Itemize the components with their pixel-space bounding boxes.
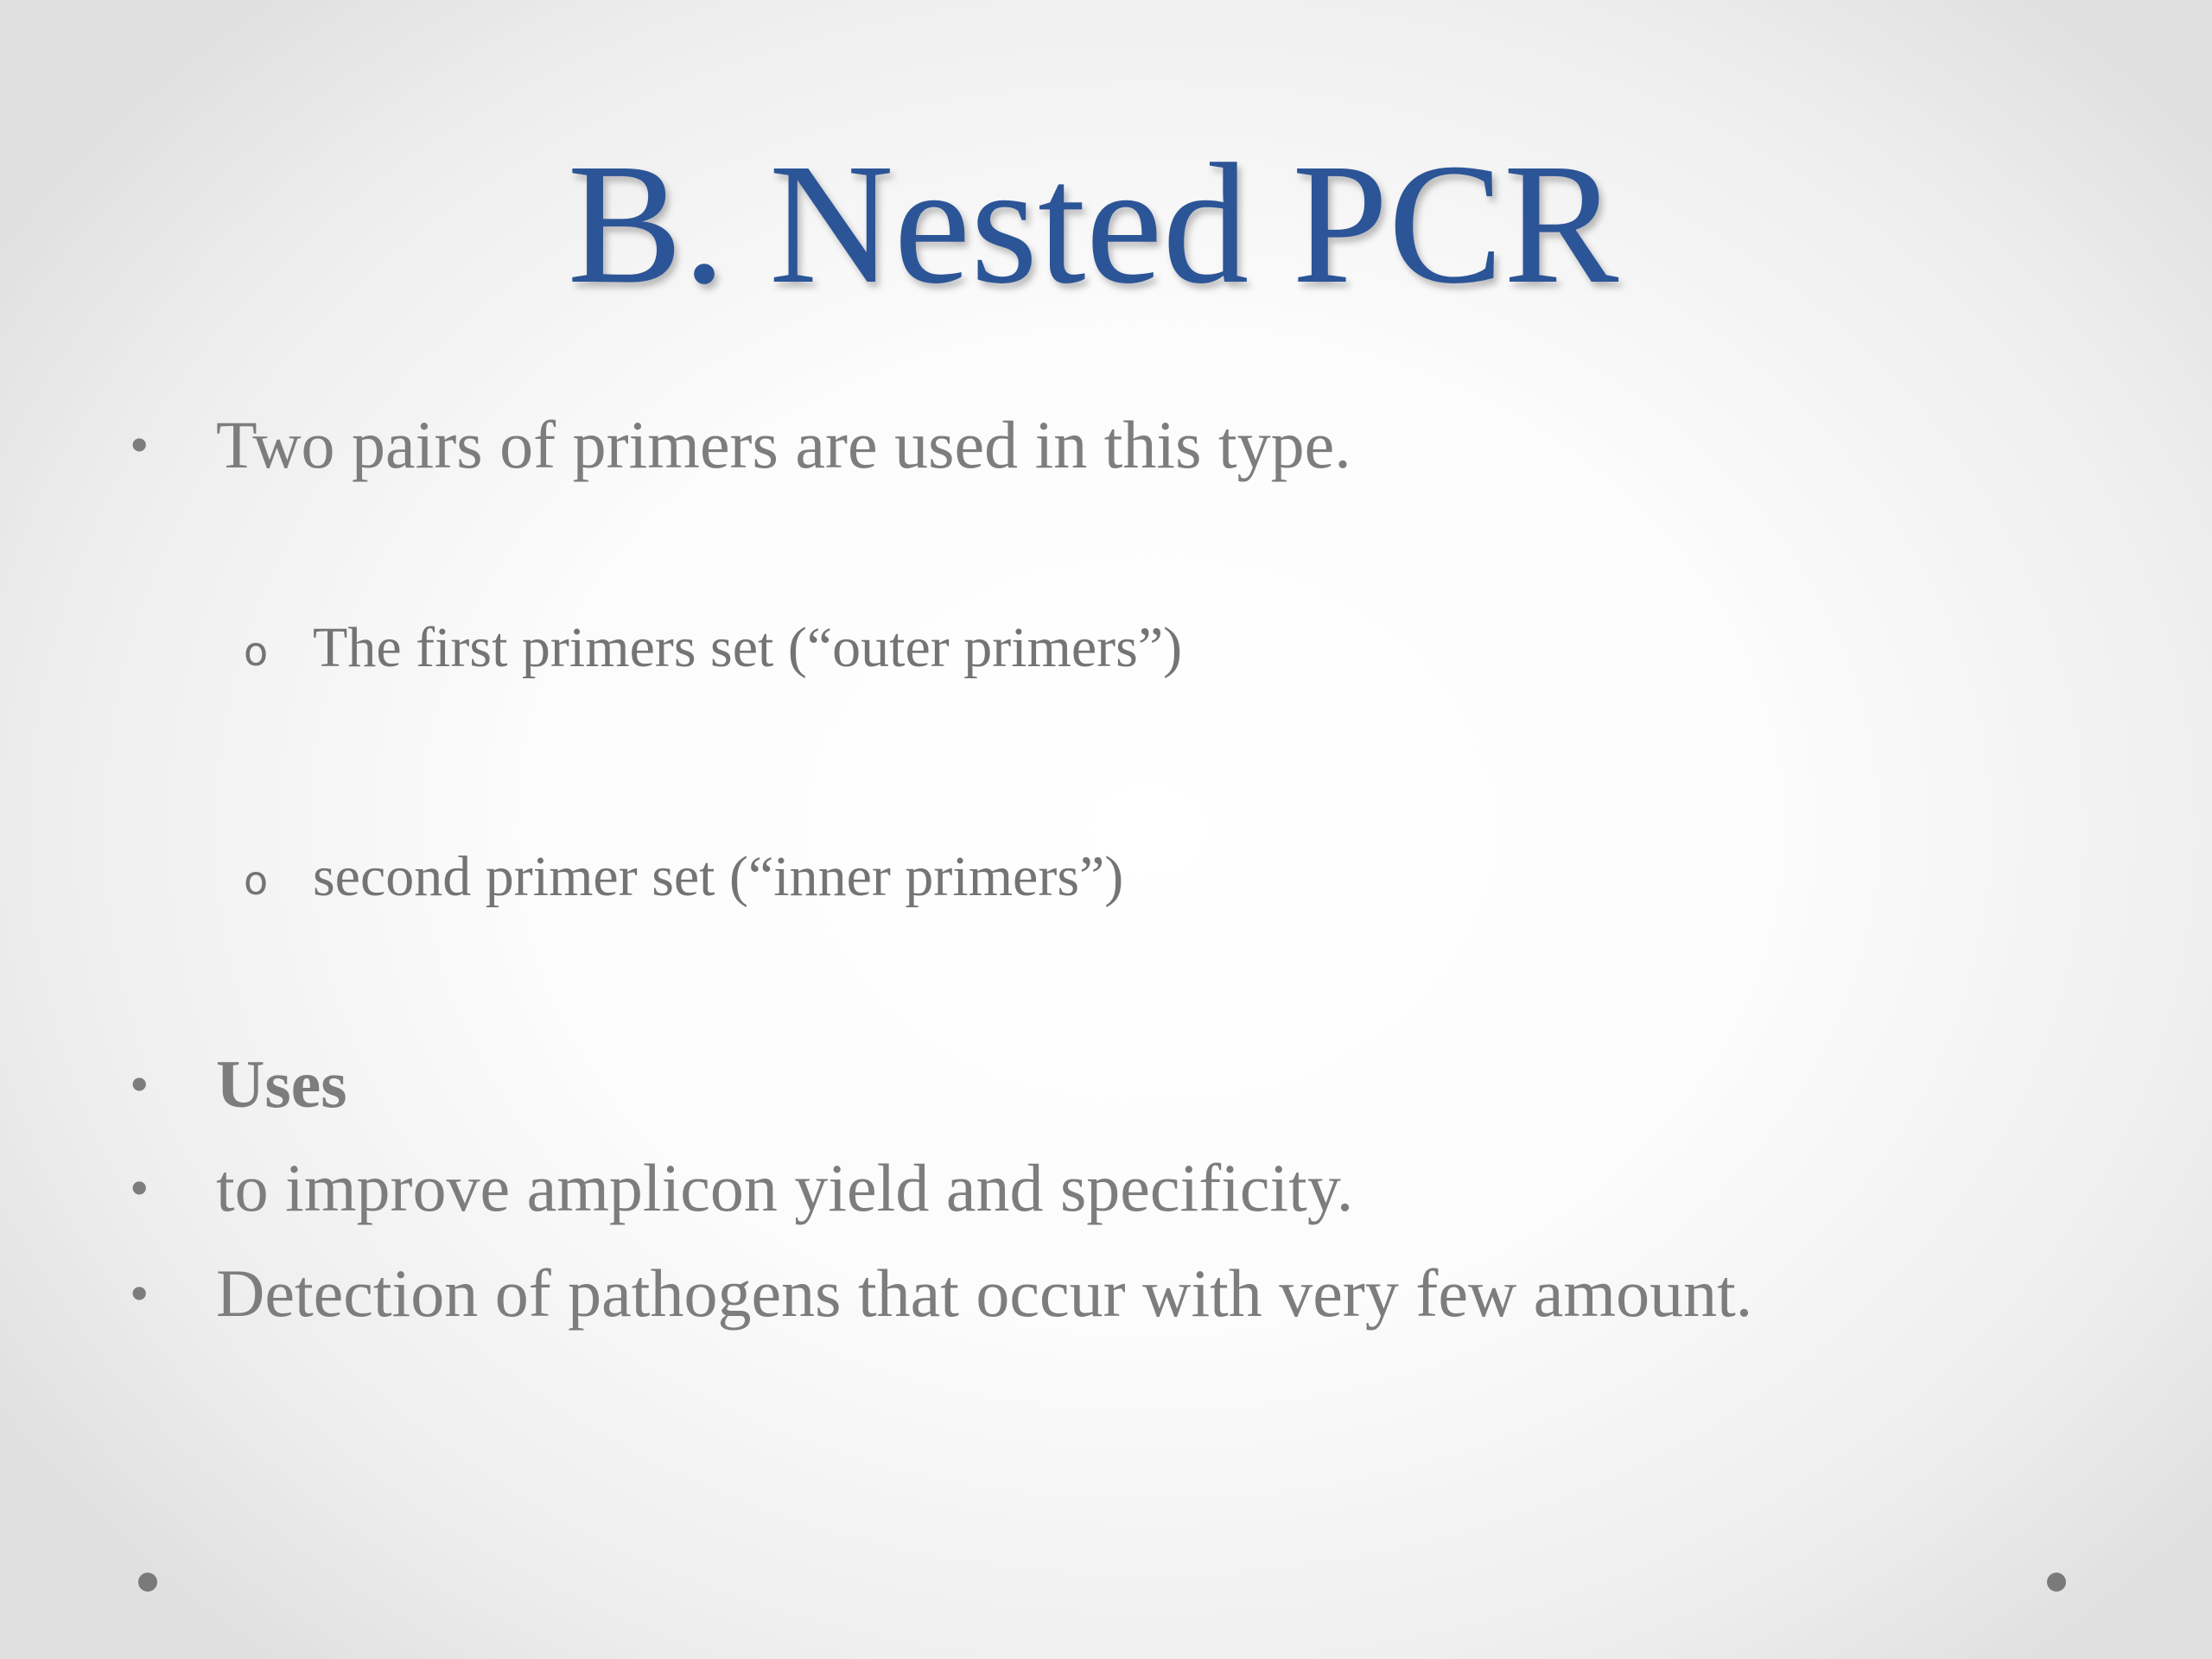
sub-bullet-text: second primer set (“inner primers”) — [313, 845, 1124, 908]
sub-bullet-mark: o — [244, 628, 269, 675]
bullet-mark: • — [130, 1262, 149, 1324]
bullet-text: Two pairs of primers are used in this type. — [216, 407, 1351, 482]
slide-title: B. Nested PCR — [567, 129, 1619, 320]
sub-bullet-text: The first primers set (“outer primers”) — [313, 616, 1183, 679]
bullet-mark: • — [130, 1157, 149, 1218]
bullet-mark: • — [130, 414, 149, 475]
corner-dot-left — [138, 1573, 157, 1592]
sub-bullet-mark: o — [244, 857, 269, 904]
bullet-text: Detection of pathogens that occur with very few amount. — [216, 1255, 1753, 1331]
bullet-mark: • — [130, 1053, 149, 1115]
bullet-text-uses-heading: Uses — [216, 1046, 347, 1122]
bullet-text: to improve amplicon yield and specificity. — [216, 1150, 1354, 1225]
corner-dot-right — [2047, 1573, 2066, 1592]
